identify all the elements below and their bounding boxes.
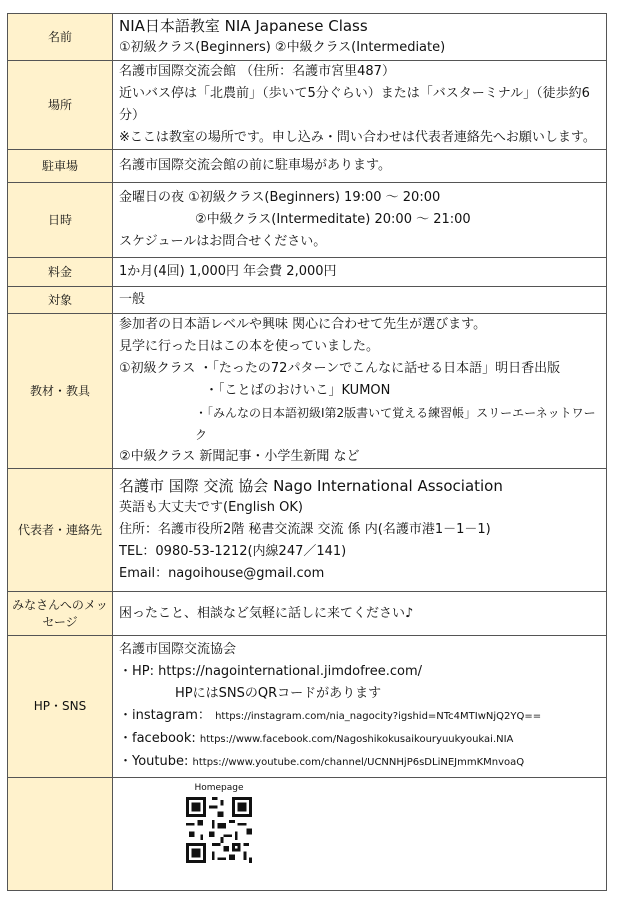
label-fee: 料金	[8, 258, 113, 287]
qr-block	[183, 782, 255, 874]
row-message	[8, 592, 607, 636]
parking-text: 名護市国際交流会館の前に駐車場があります。	[113, 150, 607, 183]
venue: 名護市国際交流会館 （住所：名護市宮里487）	[119, 64, 395, 79]
label-target: 対象	[8, 287, 113, 314]
facebook-link[interactable]: https://www.facebook.com/Nagoshikokusaikouryuukyoukai.NIA	[199, 734, 514, 745]
materials-line-4: ・「ことばのおけいこ」KUMON	[205, 383, 391, 398]
rep-tel: TEL：0980-53-1212(内線247／141)	[119, 544, 347, 559]
rep-english: 英語も大丈夫です(English OK)	[119, 500, 303, 515]
label-parking: 駐車場	[8, 150, 113, 183]
materials-line-6: ②中級クラス 新聞記事・小学生新聞 など	[119, 449, 360, 464]
materials-line-2: 見学に行った日はこの本を使っていました。	[119, 339, 380, 354]
materials-line-3: ①初級クラス ・「たったの72パターンでこんなに話せる日本語」明日香出版	[119, 361, 561, 376]
instagram-link[interactable]: https://instagram.com/nia_nagocity?igshid=NTc4MTIwNjQ2YQ==	[215, 711, 542, 722]
row-target	[8, 287, 607, 314]
label-place: 場所	[8, 61, 113, 150]
time-line-1: 金曜日の夜 ①初級クラス(Beginners) 19:00 ～ 20:00	[119, 190, 441, 205]
qr-code-icon[interactable]	[183, 794, 255, 866]
materials-line-5: ・「みんなの日本語初級Ⅰ第2版書いて覚える練習帳」スリーエーネットワーク	[195, 406, 596, 442]
target-text: 一般	[113, 287, 607, 314]
rep-address: 住所：名護市役所2階 秘書交流課 交流 係 内(名護市港1－1－1)	[119, 522, 491, 537]
materials-line-1: 参加者の日本語レベルや興味 関心に合わせて先生が選びます。	[119, 317, 487, 332]
fee-text: 1か月(4回) 1,000円 年会費 2,000円	[113, 258, 607, 287]
class-title: NIA日本語教室 NIA Japanese Class	[119, 17, 368, 35]
sns-org: 名護市国際交流協会	[119, 642, 237, 657]
class-types: ①初級クラス(Beginners) ②中級クラス(Intermediate)	[119, 40, 446, 55]
row-place	[8, 61, 607, 150]
time-line-2: ②中級クラス(Intermeditate) 20:00 ～ 21:00	[195, 212, 471, 227]
label-time: 日時	[8, 183, 113, 258]
time-line-3: スケジュールはお問合せください。	[119, 234, 327, 249]
label-rep: 代表者・連絡先	[8, 469, 113, 592]
row-qr	[8, 778, 607, 891]
place-note: ※ここは教室の場所です。申し込み・問い合わせは代表者連絡先へお願いします。	[119, 130, 596, 145]
row-hp-sns	[8, 636, 607, 778]
label-empty	[8, 778, 113, 891]
label-hp: HP・SNS	[8, 636, 113, 778]
instagram-label: ・instagram：	[119, 708, 211, 723]
info-table	[7, 13, 607, 891]
row-materials	[8, 314, 607, 469]
bus-stop: 近いバス停は「北農前」（歩いて5分ぐらい）または「バスターミナル」（徒歩約6分）	[119, 86, 590, 123]
sns-hp-note: HPにはSNSのQRコードがあります	[175, 686, 382, 701]
row-parking	[8, 150, 607, 183]
rep-org: 名護市 国際 交流 協会 Nago International Association	[119, 477, 503, 495]
youtube-label: ・Youtube:	[119, 754, 189, 769]
label-materials: 教材・教具	[8, 314, 113, 469]
label-name: 名前	[8, 14, 113, 61]
rep-email: Email：nagoihouse@gmail.com	[119, 566, 325, 581]
row-name	[8, 14, 607, 61]
sns-hp: ・HP: https://nagointernational.jimdofree.com/	[119, 664, 423, 679]
row-fee	[8, 258, 607, 287]
message-text: 困ったこと、相談など気軽に話しに来てください♪	[113, 592, 607, 636]
facebook-label: ・facebook:	[119, 731, 196, 746]
row-time	[8, 183, 607, 258]
label-message: みなさんへのメッセージ	[8, 592, 113, 636]
row-rep	[8, 469, 607, 592]
youtube-link[interactable]: https://www.youtube.com/channel/UCNNHjP6sDLiNEJmmKMnvoaQ	[192, 757, 525, 768]
qr-caption: Homepage	[194, 783, 244, 793]
